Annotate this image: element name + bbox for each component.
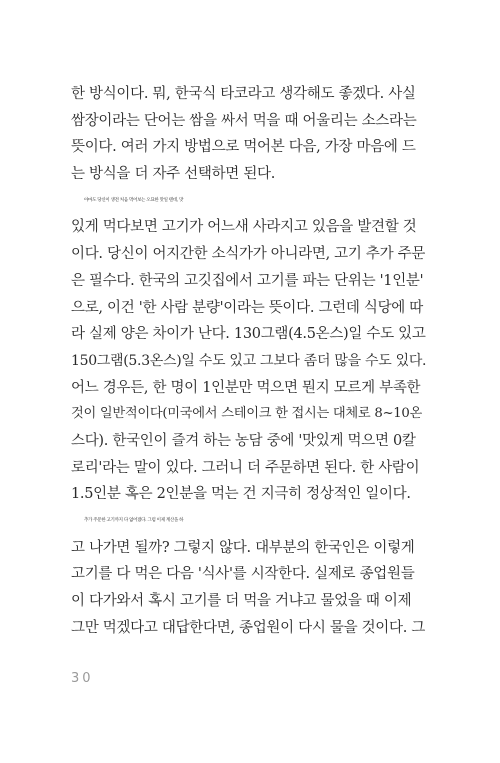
text-line: 로리'라는 말이 있다. 그러니 더 주문하면 된다. 한 사람이 [71, 459, 420, 476]
text-line: 1.5인분 혹은 2인분을 먹는 건 지극히 정상적인 일이다. [71, 486, 411, 503]
text-line: 추가 주문한 고기까지 다 없어졌다. 그럼 이제 계산을 하 [84, 518, 184, 523]
text-line: 한 방식이다. 뭐, 한국식 타코라고 생각해도 좋겠다. 사실 [71, 86, 416, 102]
text-line: 아마도 당신이 생전 처음 먹어보는 오묘한 맛일 텐데, 맛 [84, 197, 184, 203]
text-line: 고 나가면 될까? 그렇지 않다. 대부분의 한국인은 이렇게 [71, 539, 415, 556]
text-line: 이 다가와서 혹시 고기를 더 먹을 거냐고 물었을 때 이제 [71, 593, 412, 610]
paragraph-3 [71, 508, 427, 641]
text-line: 있게 먹다보면 고기가 어느새 사라지고 있음을 발견할 것 [71, 219, 417, 236]
text-line: 것이 일반적이다(미국에서 스테이크 한 접시는 대체로 8~10온 [71, 406, 423, 422]
paragraph-1 [71, 81, 427, 188]
text-line: 는 방식을 더 자주 선택하면 된다. [71, 166, 276, 183]
text-line: 어느 경우든, 한 명이 1인분만 먹으면 뭔지 모르게 부족한 [71, 379, 421, 396]
text-line: 스다). 한국인이 즐겨 하는 농담 중에 '맛있게 먹으면 0칼 [71, 432, 416, 449]
paragraph-2 [71, 188, 427, 508]
text-line: 으로, 이건 '한 사람 분량'이라는 뜻이다. 그런데 식당에 따 [71, 299, 424, 316]
text-line: 은 필수다. 한국의 고깃집에서 고기를 파는 단위는 '1인분' [71, 272, 424, 289]
text-line: 쌈장이라는 단어는 쌈을 싸서 먹을 때 어울리는 소스라는 [71, 112, 417, 129]
page-number: 30 [71, 671, 94, 686]
text-line: 라 실제 양은 차이가 난다. 130그램(4.5온스)일 수도 있고 [71, 326, 426, 343]
text-line: 150그램(5.3온스)일 수도 있고 그보다 좀더 많을 수도 있다. [71, 352, 427, 369]
body-text [71, 81, 427, 641]
text-line: 이다. 당신이 어지간한 소식가가 아니라면, 고기 추가 주문 [71, 246, 426, 263]
text-line: 그만 먹겠다고 대답한다면, 종업원이 다시 물을 것이다. 그 [71, 619, 426, 636]
text-line: 고기를 다 먹은 다음 '식사'를 시작한다. 실제로 종업원들 [71, 566, 415, 583]
text-line: 뜻이다. 여러 가지 방법으로 먹어본 다음, 가장 마음에 드 [71, 139, 416, 156]
